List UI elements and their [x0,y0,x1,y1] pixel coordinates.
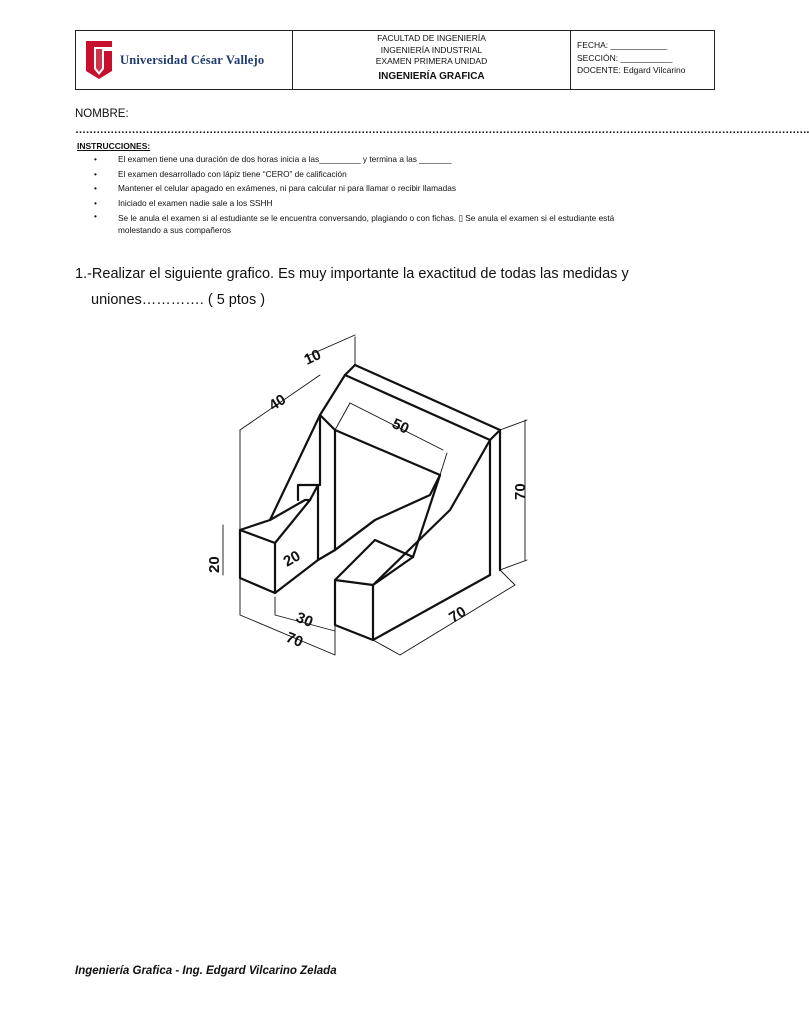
dimension-lines [223,335,527,655]
instruction-item: • El examen tiene una duración de dos horas inicia a las_________ y termina a las _______ [92,152,652,167]
instruction-item: • Mantener el celular apagado en exámenes, ni para calcular ni para llamar o recibir llamadas [92,181,652,196]
exam-info-cell [293,31,571,89]
instruction-item: • Se le anula el examen si al estudiante se le encuentra conversando, plagiando o con fichas. ▯ Se anula el examen si el estudiante está molestando a sus compañeros [92,210,652,236]
fecha-field: FECHA: ____________ [577,40,668,50]
course-title: INGENIERÍA GRAFICA [378,70,485,82]
dimension-labels [206,346,529,651]
program: INGENIERÍA INDUSTRIAL [380,44,483,55]
dim-70-bottom-left: 70 [283,628,306,651]
dim-20-left: 20 [206,556,223,573]
instructions-title: INSTRUCCIONES: [77,141,151,151]
faculty: FACULTAD DE INGENIERÍA [377,33,486,43]
nombre-dotted-line: ………………………………………………………………………………………………………………………………………………………………………………………. [75,124,809,136]
dim-70-right: 70 [512,483,529,500]
seccion-field: SECCIÓN: ___________ [577,52,673,63]
exam-meta-cell [571,31,714,89]
page-footer: Ingeniería Grafica - Ing. Edgard Vilcarino Zelada [75,965,337,977]
dim-50: 50 [389,415,412,438]
question-line-1: 1.-Realizar el siguiente grafico. Es muy importante la exactitud de todas las medidas y [75,266,629,282]
question-line-2: uniones…………. ( 5 ptos ) [91,292,266,308]
university-logo-icon [84,39,114,81]
dim-30: 30 [293,608,316,631]
instruction-item: • Iniciado el examen nadie sale a los SSHH [92,196,652,211]
exam-header [75,30,715,90]
university-name: Universidad César Vallejo [120,52,265,67]
isometric-drawing [195,335,555,680]
exam-title: EXAMEN PRIMERA UNIDAD [375,56,488,66]
dim-10: 10 [301,346,324,369]
nombre-label: NOMBRE: [75,108,129,120]
instruction-item: • El examen desarrollado con lápiz tiene “CERO” de calificación [92,167,652,182]
dim-40: 40 [265,391,290,415]
instructions-list [92,152,652,236]
logo-cell [76,31,293,89]
dim-70-bottom-right: 70 [446,603,470,627]
dim-20-inner: 20 [280,547,304,571]
question-1 [75,261,700,313]
docente-field: DOCENTE: Edgard Vilcarino [577,65,686,75]
